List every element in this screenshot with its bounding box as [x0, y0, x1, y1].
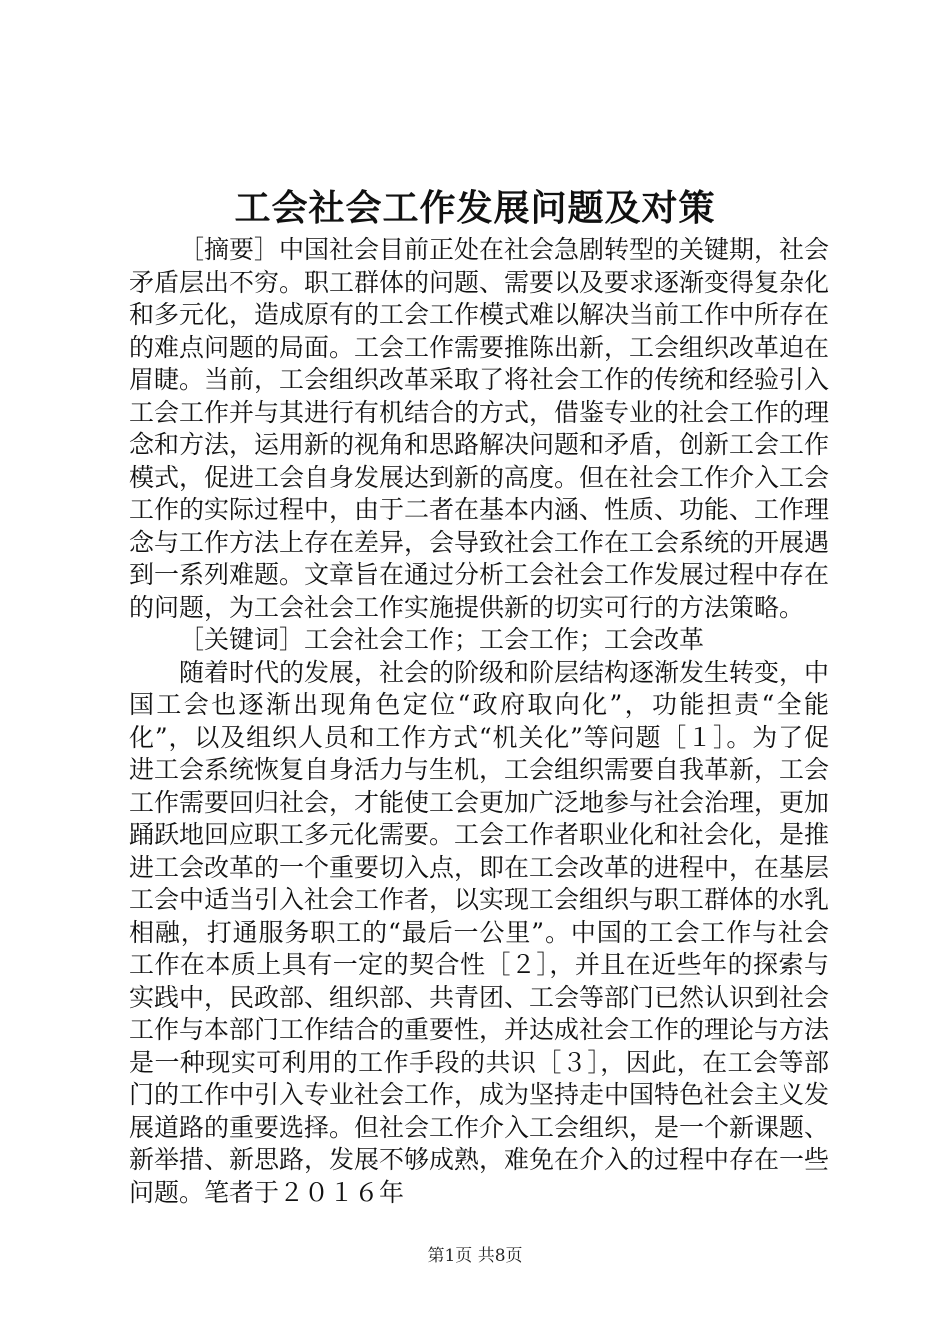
keywords-paragraph: ［关键词］工会社会工作；工会工作；工会改革	[179, 625, 705, 654]
abstract-paragraph: ［摘要］中国社会目前正处在社会急剧转型的关键期，社会矛盾层出不穷。职工群体的问题、需要以及要求逐渐变得复杂化和多元化，造成原有的工会工作模式难以解决当前工作中所存在的难点问题的局面。工会工作需要推陈出新，工会组织改革迫在眉睫。当前，工会组织改革采取了将社会工作的传统和经验引入工会工作并与其进行有机结合的方式，借鉴专业的社会工作的理念和方法，运用新的视角和思路解决问题和矛盾，创新工会工作模式，促进工会自身发展达到新的高度。但在社会工作介入工会工作的实际过程中，由于二者在基本内涵、性质、功能、工作理念与工作方法上存在差异，会导致社会工作在工会系统的开展遇到一系列难题。文章旨在通过分析工会社会工作发展过程中存在的问题，为工会社会工作实施提供新的切实可行的方法策略。	[129, 235, 830, 622]
document-title: 工会社会工作发展问题及对策	[234, 187, 716, 229]
body-paragraph: 随着时代的发展，社会的阶级和阶层结构逐渐发生转变，中国工会也逐渐出现角色定位“政府取向化”，功能担责“全能化”，以及组织人员和工作方式“机关化”等问题［１］。为了促进工会系统恢复自身活力与生机，工会组织需要自我革新，工会工作需要回归社会，才能使工会更加广泛地参与社会治理，更加踊跃地回应职工多元化需要。工会工作者职业化和社会化，是推进工会改革的一个重要切入点，即在工会改革的进程中，在基层工会中适当引入社会工作者，以实现工会组织与职工群体的水乳相融，打通服务职工的“最后一公里”。中国的工会工作与社会工作在本质上具有一定的契合性［２］，并且在近些年的探索与实践中，民政部、组织部、共青团、工会等部门已然认识到社会工作与本部门工作结合的重要性，并达成社会工作的理论与方法是一种现实可利用的工作手段的共识［３］，因此，在工会等部门的工作中引入专业社会工作，成为坚持走中国特色社会主义发展道路的重要选择。但社会工作介入工会组织，是一个新课题、新举措、新思路，发展不够成熟，难免在介入的过程中存在一些问题。笔者于２０１６年	[129, 657, 830, 1207]
document-body	[129, 234, 829, 1209]
page-number-footer: 第1页 共8页	[427, 1246, 523, 1266]
